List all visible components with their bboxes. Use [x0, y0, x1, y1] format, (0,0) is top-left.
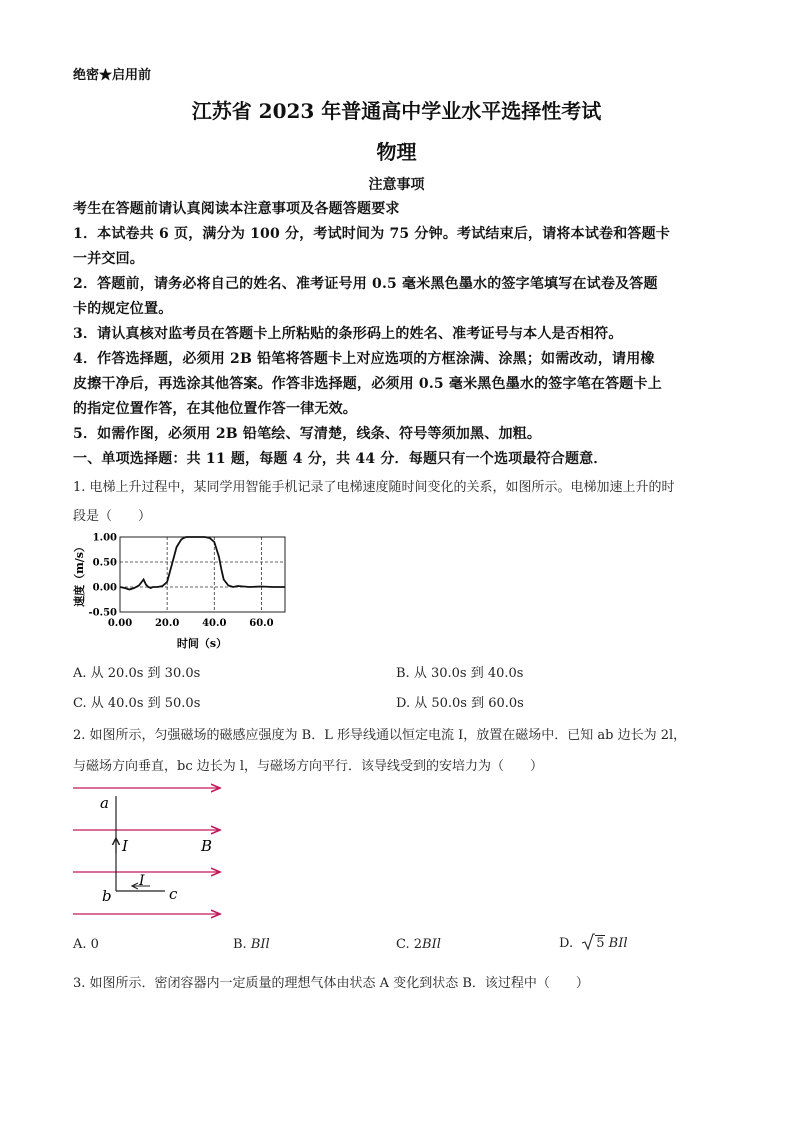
x-tick-label: 60.0	[249, 618, 274, 629]
notice-line: 1．本试卷共 6 页，满分为 100 分，考试时间为 75 分钟。考试结束后，请将本试卷和答题卡	[73, 226, 671, 242]
notice-line: 的指定位置作答，在其他位置作答一律无效。	[73, 401, 357, 417]
label-field-b: B	[201, 837, 213, 855]
notice-line: 5．如需作图，必须用 2B 铅笔绘、写清楚，线条、符号等须加黑、加粗。	[73, 426, 542, 442]
q1-option-a[interactable]: A. 从 20.0s 到 30.0s	[73, 666, 201, 681]
exam-title: 江苏省 2023 年普通高中学业水平选择性考试	[191, 99, 602, 123]
x-tick-label: 20.0	[154, 618, 180, 629]
q1-stem-line1: 1. 电梯上升过程中，某同学用智能手机记录了电梯速度随时间变化的关系，如图所示。电梯加速上升的时	[73, 480, 675, 495]
q2-option-b[interactable]: B. BIl	[233, 937, 270, 952]
radical-sign-icon	[581, 933, 595, 951]
label-a: a	[100, 794, 109, 812]
subject-title: 物理	[376, 140, 417, 164]
chart-grid	[120, 537, 285, 612]
notice-line: 卡的规定位置。	[73, 301, 173, 317]
q2-option-d-prefix: D.	[559, 936, 574, 951]
notice-title: 注意事项	[368, 177, 425, 193]
y-tick-label: 0.00	[92, 582, 117, 594]
x-tick-label: 40.0	[202, 618, 227, 629]
q2-stem-line1: 2. 如图所示，匀强磁场的磁感应强度为 B．L 形导线通以恒定电流 I，放置在磁场中．已知 ab 边长为 2l，	[73, 728, 687, 743]
label-current-bc: I	[139, 873, 145, 889]
q2-option-c[interactable]: C. 2BIl	[396, 937, 441, 952]
series-line	[120, 537, 285, 590]
section-heading: 一、单项选择题：共 11 题，每题 4 分，共 44 分．每题只有一个选项最符合题意．	[73, 451, 608, 467]
x-axis-label: 时间（s）	[176, 637, 228, 650]
q1-option-b[interactable]: B. 从 30.0s 到 40.0s	[396, 666, 524, 681]
velocity-time-chart	[70, 530, 290, 652]
q1-option-d[interactable]: D. 从 50.0s 到 60.0s	[396, 696, 524, 711]
magnetic-field-figure	[70, 778, 225, 923]
sqrt-symbol	[581, 933, 604, 951]
chart-frame	[120, 537, 285, 612]
field-lines	[73, 788, 220, 914]
chart-x-ticks	[108, 618, 274, 629]
y-axis-label: 速度（m/s）	[73, 541, 86, 607]
q2-stem-line2: 与磁场方向垂直，bc 边长为 l，与磁场方向平行．该导线受到的安培力为（ ）	[73, 759, 544, 774]
q2-option-a[interactable]: A. 0	[73, 937, 99, 952]
x-tick-label: 0.00	[107, 618, 133, 629]
label-current-ab: I	[122, 837, 128, 855]
notice-line: 4．作答选择题，必须用 2B 铅笔将答题卡上对应选项的方框涂满、涂黑；如需改动，请用橡	[73, 351, 655, 367]
notice-line: 一并交回。	[73, 251, 144, 267]
notice-line: 皮擦干净后，再选涂其他答案。作答非选择题，必须用 0.5 毫米黑色墨水的签字笔在答题卡上	[73, 376, 662, 392]
q3-stem-line1: 3. 如图所示．密闭容器内一定质量的理想气体由状态 A 变化到状态 B．该过程中（ ）	[73, 976, 589, 991]
notice-line: 2．答题前，请务必将自己的姓名、准考证号用 0.5 毫米黑色墨水的签字笔填写在试卷及答题	[73, 276, 658, 292]
q2-option-d[interactable]	[559, 933, 628, 953]
label-c: c	[169, 885, 178, 903]
notice-line: 3．请认真核对监考员在答题卡上所粘贴的条形码上的姓名、准考证号与本人是否相符。	[73, 326, 623, 342]
notice-intro: 考生在答题前请认真阅读本注意事项及各题答题要求	[73, 201, 400, 217]
chart-y-ticks	[88, 533, 117, 619]
sqrt-radicand: 5	[596, 936, 605, 951]
q2-option-d-text: BIl	[608, 936, 628, 951]
y-tick-label: 1.00	[92, 532, 117, 544]
y-tick-label: -0.50	[88, 607, 117, 619]
confidential-mark: 绝密★启用前	[73, 68, 152, 83]
q1-option-c[interactable]: C. 从 40.0s 到 50.0s	[73, 696, 201, 711]
label-b: b	[102, 887, 112, 905]
y-tick-label: 0.50	[92, 557, 117, 569]
q1-stem-line2: 段是（ ）	[73, 509, 152, 524]
